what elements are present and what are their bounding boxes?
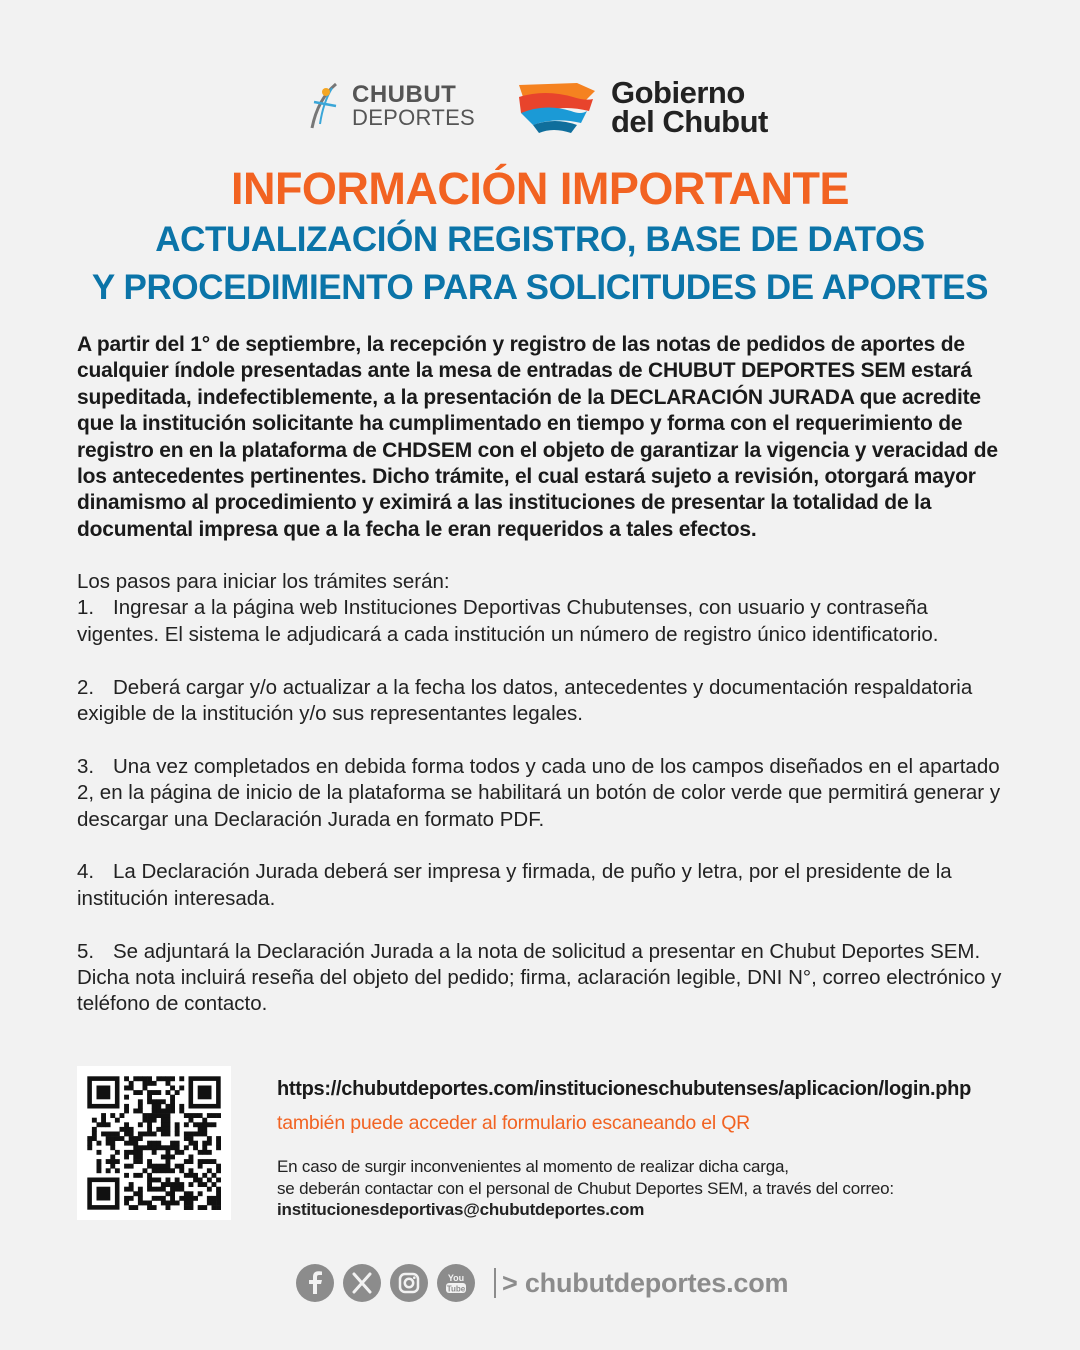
step-item: 2. Deberá cargar y/o actualizar a la fecha los datos, antecedentes y documentación respaldatoria exigible de la institución y/o sus representantes legales.: [77, 675, 973, 726]
qr-code-icon: [77, 1066, 231, 1220]
youtube-icon[interactable]: [437, 1264, 475, 1302]
step-item: 3. Una vez completados en debida forma todos y cada uno de los campos diseñados en el apartado 2, en la página de inicio de la plataforma se habilitará un botón de color verde que permitirá generar y descargar una Declaración Jurada en formato PDF.: [77, 754, 1001, 831]
login-link[interactable]: https://chubutdeportes.com/institucioneschubutenses/aplicacion/login.php: [277, 1078, 972, 1100]
step-item: 5. Se adjuntará la Declaración Jurada a la nota de solicitud a presentar en Chubut Deportes SEM. Dicha nota incluirá reseña del objeto del pedido; firma, aclaración legible, DNI N°, correo electrónico y teléfono de contacto.: [77, 939, 1002, 1016]
qr-code[interactable]: [77, 1066, 231, 1220]
deportes-logo-text: DEPORTES: [352, 105, 476, 130]
svg-text:Tube: Tube: [446, 1284, 466, 1294]
gobierno-emblem-icon: [515, 79, 597, 135]
intro-paragraph: A partir del 1° de septiembre, la recepción y registro de las notas de pedidos de aportes de cualquier índole presentadas ante la mesa de entradas de CHUBUT DEPORTES SEM estará supeditada, indefectiblemente, a la presentación de la DECLARACIÓN JURADA que acredite que la institución solicitante ha cumplimentado en tiempo y forma con el requerimiento de registro en en la plataforma de CHDSEM con el objeto de garantizar la vigencia y veracidad de los antecedentes pertinentes. Dicho trámite, el cual estará sujeto a revisión, otorgará mayor dinamismo al procedimiento y eximirá a las instituciones de presentar la totalidad de la documental impresa que a la fecha le eran requeridos a tales efectos.: [77, 333, 998, 541]
steps-intro: Los pasos para iniciar los trámites serán:: [77, 570, 450, 593]
step-item: 4. La Declaración Jurada deberá ser impresa y firmada, de puño y letra, por el presidente de la institución interesada.: [77, 860, 952, 910]
website-link[interactable]: > chubutdeportes.com: [502, 1267, 789, 1298]
chubut-deportes-emblem-icon: [306, 80, 344, 132]
gobierno-chubut-logo: [515, 75, 768, 139]
instagram-icon[interactable]: [390, 1264, 428, 1302]
subtitle-line-2: Y PROCEDIMIENTO PARA SOLICITUDES DE APORTES: [91, 268, 989, 307]
help-line-2: se deberán contactar con el personal de Chubut Deportes SEM, a través del correo:: [277, 1178, 894, 1198]
help-line-1: En caso de surgir inconvenientes al momento de realizar dicha carga,: [277, 1157, 789, 1176]
subtitle-line-1: ACTUALIZACIÓN REGISTRO, BASE DE DATOS: [155, 220, 925, 259]
help-text: [277, 1156, 894, 1221]
help-email-link[interactable]: institucionesdeportivas@chubutdeportes.com: [277, 1200, 645, 1219]
chubut-logo-text: CHUBUT: [352, 81, 457, 108]
footer: [296, 1262, 788, 1304]
steps-list: [77, 569, 1007, 1018]
facebook-icon[interactable]: [296, 1264, 334, 1302]
x-icon[interactable]: [343, 1264, 381, 1302]
svg-text:You: You: [447, 1273, 465, 1283]
chubut-deportes-logo: [306, 80, 475, 132]
del-chubut-logo-text: del Chubut: [611, 104, 768, 139]
step-item: 1. Ingresar a la página web Instituciones Deportivas Chubutenses, con usuario y contraseña vigentes. El sistema le adjudicará a cada institución un número de registro único identificatorio.: [77, 596, 939, 646]
header-logos: [0, 75, 1080, 142]
footer-divider: [494, 1268, 496, 1298]
qr-note: también puede acceder al formulario escaneando el QR: [277, 1112, 751, 1134]
gobierno-logo-text: Gobierno: [611, 75, 745, 110]
page-title: INFORMACIÓN IMPORTANTE: [230, 163, 850, 214]
